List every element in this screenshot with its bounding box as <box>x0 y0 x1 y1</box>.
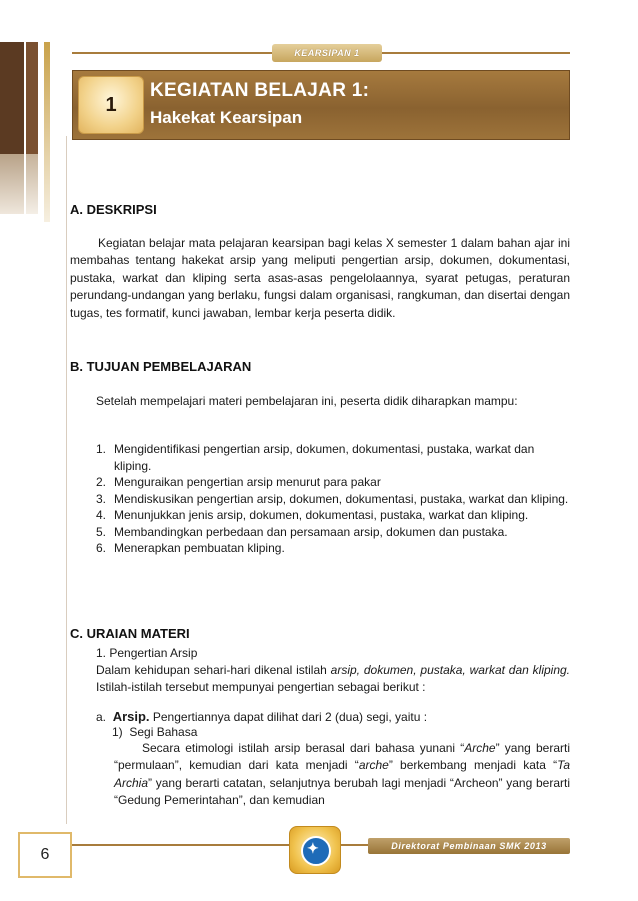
segi-bahasa-label: 1) Segi Bahasa <box>112 725 198 739</box>
list-item: 4. Menunjukkan jenis arsip, dokumen, dokumentasi, pustaka, warkat dan kliping. <box>96 508 529 522</box>
decorative-bar <box>44 42 50 222</box>
page-number: 6 <box>18 832 72 878</box>
list-item: 1. Mengidentifikasi pengertian arsip, dokumen, dokumentasi, pustaka, warkat dan kliping. <box>96 442 535 473</box>
list-item: 3. Mendiskusikan pengertian arsip, dokumen, dokumentasi, pustaka, warkat dan kliping. <box>96 491 569 506</box>
tujuan-intro: Setelah mempelajari materi pembelajaran ini, peserta didik diharapkan mampu: <box>96 394 518 408</box>
tujuan-list <box>96 441 572 557</box>
section-heading-deskripsi: A. DESKRIPSI <box>70 202 157 217</box>
chapter-subtitle: Hakekat Kearsipan <box>150 108 303 127</box>
list-item: 2. Menguraikan pengertian arsip menurut para pakar <box>96 475 381 489</box>
section-heading-uraian: C. URAIAN MATERI <box>70 626 190 641</box>
chapter-number: 1 <box>78 76 144 134</box>
footer-publisher: Direktorat Pembinaan SMK 2013 <box>368 838 570 854</box>
list-item: 6. Menerapkan pembuatan kliping. <box>96 541 285 555</box>
decorative-bar <box>26 42 38 154</box>
header-tag: KEARSIPAN 1 <box>272 44 382 62</box>
decorative-bar <box>26 154 38 214</box>
term-arsip: Arsip. <box>112 709 150 724</box>
section-heading-tujuan: B. TUJUAN PEMBELAJARAN <box>70 359 252 374</box>
arsip-item: a. Arsip. Pengertiannya dapat dilihat dari 2 (dua) segi, yaitu : <box>96 709 428 724</box>
list-item: 5. Membandingkan perbedaan dan persamaan arsip, dokumen dan pustaka. <box>96 524 508 539</box>
margin-line <box>66 136 67 824</box>
decorative-bar <box>0 42 24 154</box>
chapter-title: KEGIATAN BELAJAR 1: <box>150 80 370 101</box>
decorative-bar <box>0 154 24 214</box>
subsection-heading: 1. Pengertian Arsip <box>96 646 198 660</box>
deskripsi-paragraph: Kegiatan belajar mata pelajaran kearsipan bagi kelas X semester 1 dalam bahan ajar ini membahas tentang hakekat arsip yang meliputi pengertian arsip, dokumen, dokumentasi, pustaka, warkat dan kliping serta asas-asas pengelolaannya, syarat petugas, peraturan perundang-undangan yang berlaku, fungsi dalam organisasi, rangkuman, dan disertai dengan tugas, tes formatif, kunci jawaban, lembar kerja peserta didik. <box>70 236 570 320</box>
uraian-paragraph: Dalam kehidupan sehari-hari dikenal istilah arsip, dokumen, pustaka, warkat dan kliping. Istilah-istilah tersebut mempunyai pengertian sebagai berikut : <box>96 663 571 695</box>
logo-mark-icon: ✦ <box>307 840 319 856</box>
segi-bahasa-paragraph: Secara etimologi istilah arsip berasal dari bahasa yunani “Arche” yang berarti “permulaan”, kemudian dari kata menjadi “arche” berkembang menjadi kata “Ta Archia” yang berarti catatan, selanjutnya berubah lagi menjadi “Archeon” yang berarti “Gedung Pemerintahan”, dan kemudian <box>114 741 570 808</box>
